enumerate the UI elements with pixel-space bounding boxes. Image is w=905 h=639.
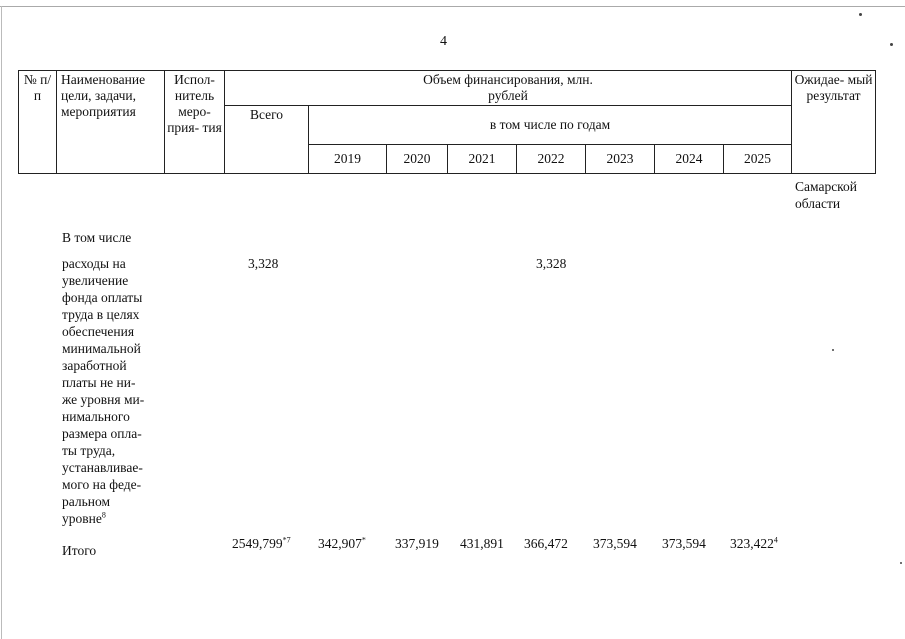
- desc-line-last: [62, 510, 158, 527]
- page-number: 4: [440, 34, 447, 49]
- expense-item-description: [62, 255, 158, 527]
- totals-2024: 373,594: [662, 536, 706, 551]
- desc-line: мого на феде-: [62, 477, 142, 492]
- desc-line: платы не ни-: [62, 375, 136, 390]
- scan-speck: [832, 349, 834, 351]
- desc-line: же уровня ми-: [62, 392, 145, 407]
- totals-2025-value: 323,422: [730, 536, 774, 551]
- header-year-2023: 2023: [586, 145, 655, 174]
- totals-total-value: 2549,799: [232, 536, 283, 551]
- header-table: [18, 70, 876, 174]
- desc-line: ты труда,: [62, 443, 116, 458]
- desc-line: расходы на: [62, 256, 126, 271]
- desc-line: устанавливае-: [62, 460, 143, 475]
- result-fragment: [795, 178, 857, 212]
- desc-line: нимального: [62, 409, 130, 424]
- header-col-total: [225, 106, 309, 174]
- totals-2019-value: 342,907: [318, 536, 362, 551]
- header-year-2025: 2025: [724, 145, 792, 174]
- header-col-name: [57, 71, 165, 174]
- header-year-2021: 2021: [448, 145, 517, 174]
- header-executor-label: Испол- нитель меро- прия- тия: [167, 72, 222, 135]
- totals-label: Итого: [62, 543, 97, 558]
- totals-total-mark: *7: [282, 535, 291, 545]
- header-col-executor: [165, 71, 225, 174]
- totals-2021: 431,891: [460, 536, 504, 551]
- desc-line: обеспечения: [62, 324, 135, 339]
- desc-line: ральном: [62, 494, 111, 509]
- header-by-years-label: в том числе по годам: [489, 117, 611, 132]
- header-col-by-years: [309, 106, 792, 145]
- scan-speck: [890, 43, 893, 46]
- header-total-label: Всего: [249, 107, 284, 122]
- header-result-label: Ожидае- мый результат: [794, 72, 873, 103]
- desc-line: труда в целях: [62, 307, 140, 322]
- header-year-2020: 2020: [387, 145, 448, 174]
- totals-2025: [730, 535, 778, 552]
- totals-2022: 366,472: [524, 536, 568, 551]
- including-label: В том числе: [62, 230, 132, 245]
- scan-left-edge: [1, 6, 2, 639]
- header-num-label: № п/п: [23, 72, 52, 103]
- desc-line: минимальной: [62, 341, 141, 356]
- desc-line: увеличение: [62, 273, 129, 288]
- header-year-2024: 2024: [655, 145, 724, 174]
- desc-line: размера опла-: [62, 426, 142, 441]
- header-col-funding: [225, 71, 792, 106]
- totals-2019: [318, 535, 366, 552]
- scan-speck: [859, 13, 862, 16]
- expense-2022: 3,328: [536, 256, 567, 271]
- totals-2025-mark: 4: [773, 535, 778, 545]
- expense-total: 3,328: [248, 256, 279, 271]
- footnote-mark: 8: [101, 510, 106, 520]
- header-col-result: [792, 71, 876, 174]
- totals-2019-mark: *: [361, 535, 366, 545]
- header-year-2019: 2019: [309, 145, 387, 174]
- header-name-label: Наименование цели, задачи, мероприятия: [61, 72, 146, 119]
- totals-2020: 337,919: [395, 536, 439, 551]
- scan-top-edge: [0, 6, 905, 7]
- scan-speck: [900, 562, 902, 564]
- result-line-2: области: [795, 196, 841, 211]
- totals-total: [232, 535, 291, 552]
- desc-line: уровне: [62, 511, 102, 526]
- desc-line: фонда оплаты: [62, 290, 143, 305]
- header-col-num: [19, 71, 57, 174]
- result-line-1: Самарской: [795, 179, 858, 194]
- header-funding-label: Объем финансирования, млн. рублей: [423, 72, 593, 103]
- header-year-2022: 2022: [517, 145, 586, 174]
- totals-2023: 373,594: [593, 536, 637, 551]
- desc-line: заработной: [62, 358, 127, 373]
